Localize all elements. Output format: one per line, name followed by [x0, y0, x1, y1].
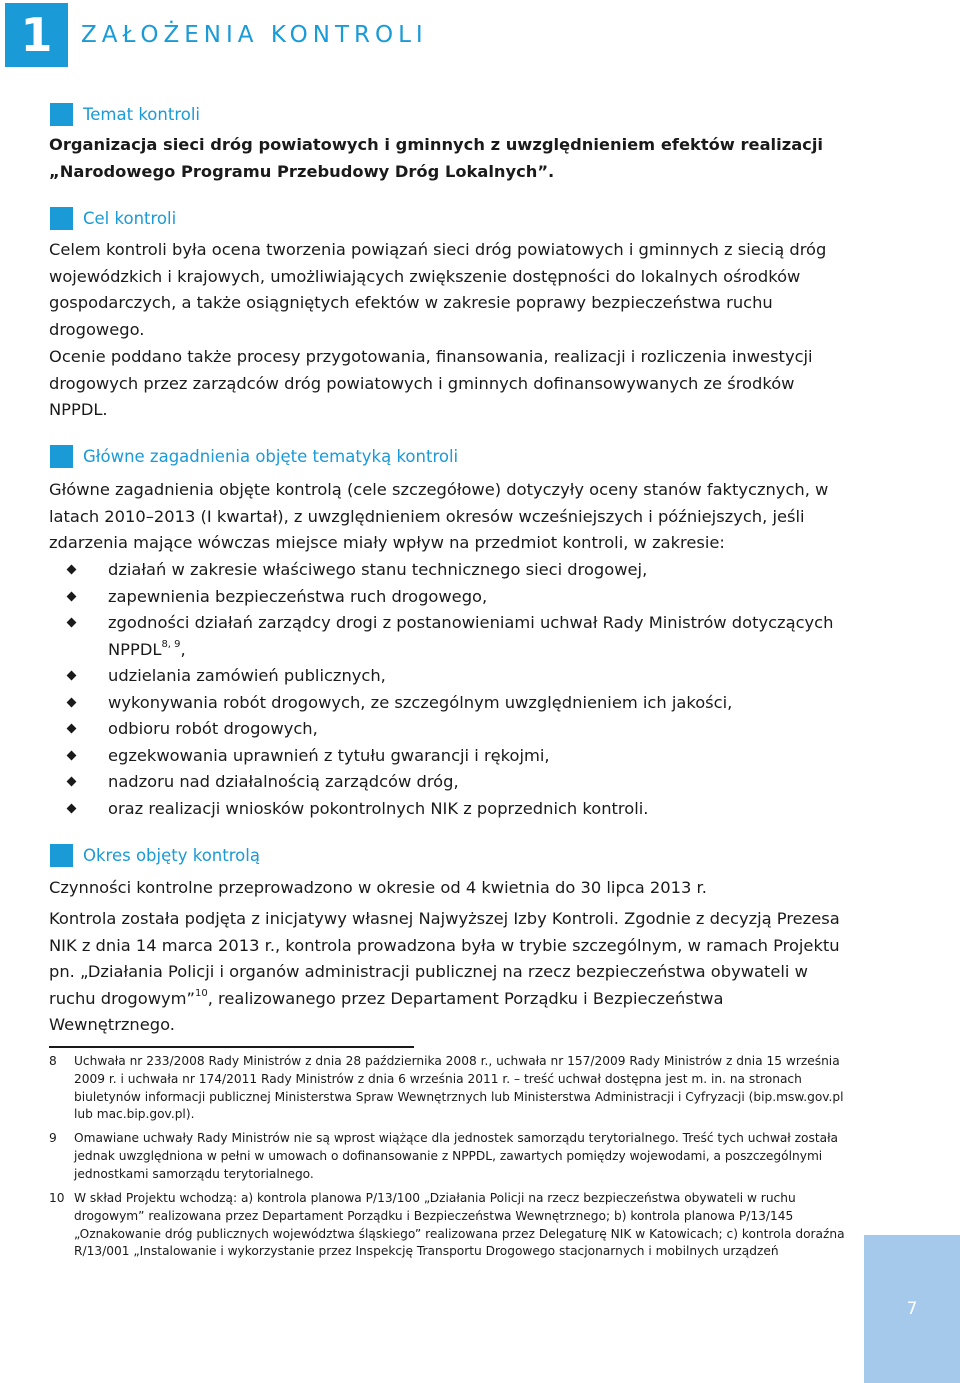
list-item: egzekwowania uprawnień z tytułu gwarancji i rękojmi, — [58, 743, 858, 770]
page-number: 7 — [864, 1235, 960, 1383]
list-item: zapewnienia bezpieczeństwa ruch drogowego, — [58, 584, 858, 611]
section-marker-icon — [50, 445, 73, 468]
okres-paragraph-1: Czynności kontrolne przeprowadzono w okresie od 4 kwietnia do 30 lipca 2013 r. — [49, 878, 707, 897]
list-item: wykonywania robót drogowych, ze szczególnym uwzględnieniem ich jakości, — [58, 690, 858, 717]
diamond-bullet-icon — [67, 750, 77, 760]
diamond-bullet-icon — [67, 724, 77, 734]
diamond-bullet-icon — [67, 671, 77, 681]
list-item: zgodności działań zarządcy drogi z postanowieniami uchwał Rady Ministrów dotyczących NPPDL$^{8, 9}$, — [58, 610, 858, 663]
section-heading-cel: Cel kontroli — [50, 207, 176, 230]
temat-text: Organizacja sieci dróg powiatowych i gminnych z uwzględnieniem efektów realizacji „Narodowego Programu Przebudowy Dróg Lokalnych”. — [49, 135, 823, 181]
cel-paragraph-2: Ocenie poddano także procesy przygotowania, finansowania, realizacji i rozliczenia inwestycji drogowych przez zarządców dróg powiatowych i gminnych dofinansowywanych ze środków NPPDL. — [49, 347, 813, 419]
diamond-bullet-icon — [67, 803, 77, 813]
section-heading-temat: Temat kontroli — [50, 103, 200, 126]
chapter-title: ZAŁOŻENIA KONTROLI — [81, 22, 428, 48]
list-item: odbioru robót drogowych, — [58, 716, 858, 743]
diamond-bullet-icon — [67, 565, 77, 575]
list-item: nadzoru nad działalnością zarządców dróg, — [58, 769, 858, 796]
footnote-8: 8 Uchwała nr 233/2008 Rady Ministrów z dnia 28 października 2008 r., uchwała nr 157/2009 Rady Ministrów z dnia 15 września 2009 r. i uchwała nr 174/2011 Rady Ministrów z dnia 6 września 2011 r. – treść uchwał dostępna jest m. in. na stronach biuletynów informacji publicznej Ministerstwa Spraw Wewnętrznych lub Ministerstwa Administracji i Cyfryzacji (bip.msw.gov.pl lub mac.bip.gov.pl). — [49, 1054, 844, 1122]
footnote-ref[interactable]: 10 — [194, 987, 208, 999]
diamond-bullet-icon — [67, 591, 77, 601]
footnote-ref[interactable]: 8, 9 — [161, 638, 181, 650]
footnote-divider — [49, 1046, 414, 1048]
section-heading-okres: Okres objęty kontrolą — [50, 844, 260, 867]
diamond-bullet-icon — [67, 777, 77, 787]
cel-paragraph-1: Celem kontroli była ocena tworzenia powiązań sieci dróg powiatowych i gminnych z siecią dróg wojewódzkich i krajowych, umożliwiających zwiększenie dostępności do lokalnych ośrodków gospodarczych, a także osiągniętych efektów w zakresie poprawy bezpieczeństwa ruchu drogowego. — [49, 240, 827, 339]
zagadnienia-list — [58, 557, 858, 822]
section-marker-icon — [50, 207, 73, 230]
footnote-10: 10 W skład Projektu wchodzą: a) kontrola planowa P/13/100 „Działania Policji na rzecz bezpieczeństwa obywateli w ruchu drogowym” realizowana przez Departament Porządku i Bezpieczeństwa Wewnętrznego; b) kontrola planowa P/13/145 „Oznakowanie dróg publicznych województwa śląskiego” realizowana przez Delegaturę NIK w Katowicach; c) kontrola doraźna R/13/001 „Instalowanie i wykorzystanie przez Inspekcję Transportu Drogowego stacjonarnych i mobilnych urządzeń — [49, 1191, 845, 1259]
section-marker-icon — [50, 844, 73, 867]
diamond-bullet-icon — [67, 697, 77, 707]
footnote-9: 9 Omawiane uchwały Rady Ministrów nie są wprost wiążące dla jednostek samorządu terytorialnego. Treść tych uchwał została jednak uwzględniona w pełni w umowach o dofinansowanie z NPPDL, zawartych pomiędzy wojewodami, a poszczególnymi jednostkami samorządu terytorialnego. — [49, 1131, 839, 1181]
section-heading-zagadnienia: Główne zagadnienia objęte tematyką kontroli — [50, 445, 458, 468]
diamond-bullet-icon — [67, 618, 77, 628]
zagadnienia-intro: Główne zagadnienia objęte kontrolą (cele szczegółowe) dotyczyły oceny stanów faktycznych, w latach 2010–2013 (I kwartał), z uwzględnieniem okresów wcześniejszych i późniejszych, jeśli zdarzenia mające wówczas miejsce miały wpływ na przedmiot kontroli, w zakresie: — [49, 480, 829, 552]
list-item: udzielania zamówień publicznych, — [58, 663, 858, 690]
okres-paragraph-2: Kontrola została podjęta z inicjatywy własnej Najwyższej Izby Kontroli. Zgodnie z decyzją Prezesa NIK z dnia 14 marca 2013 r., kontrola prowadzona była w trybie szczególnym, w ramach Projektu pn. „Działania Policji i organów administracji publicznej na rzecz bezpieczeństwa obywateli w ruchu drogowym”$^{10}$, realizowanego przez Departament Porządku i Bezpieczeństwa Wewnętrznego. — [49, 909, 840, 1034]
chapter-number: 1 — [5, 3, 68, 67]
list-item: oraz realizacji wniosków pokontrolnych NIK z poprzednich kontroli. — [58, 796, 858, 823]
list-item: działań w zakresie właściwego stanu technicznego sieci drogowej, — [58, 557, 858, 584]
section-marker-icon — [50, 103, 73, 126]
